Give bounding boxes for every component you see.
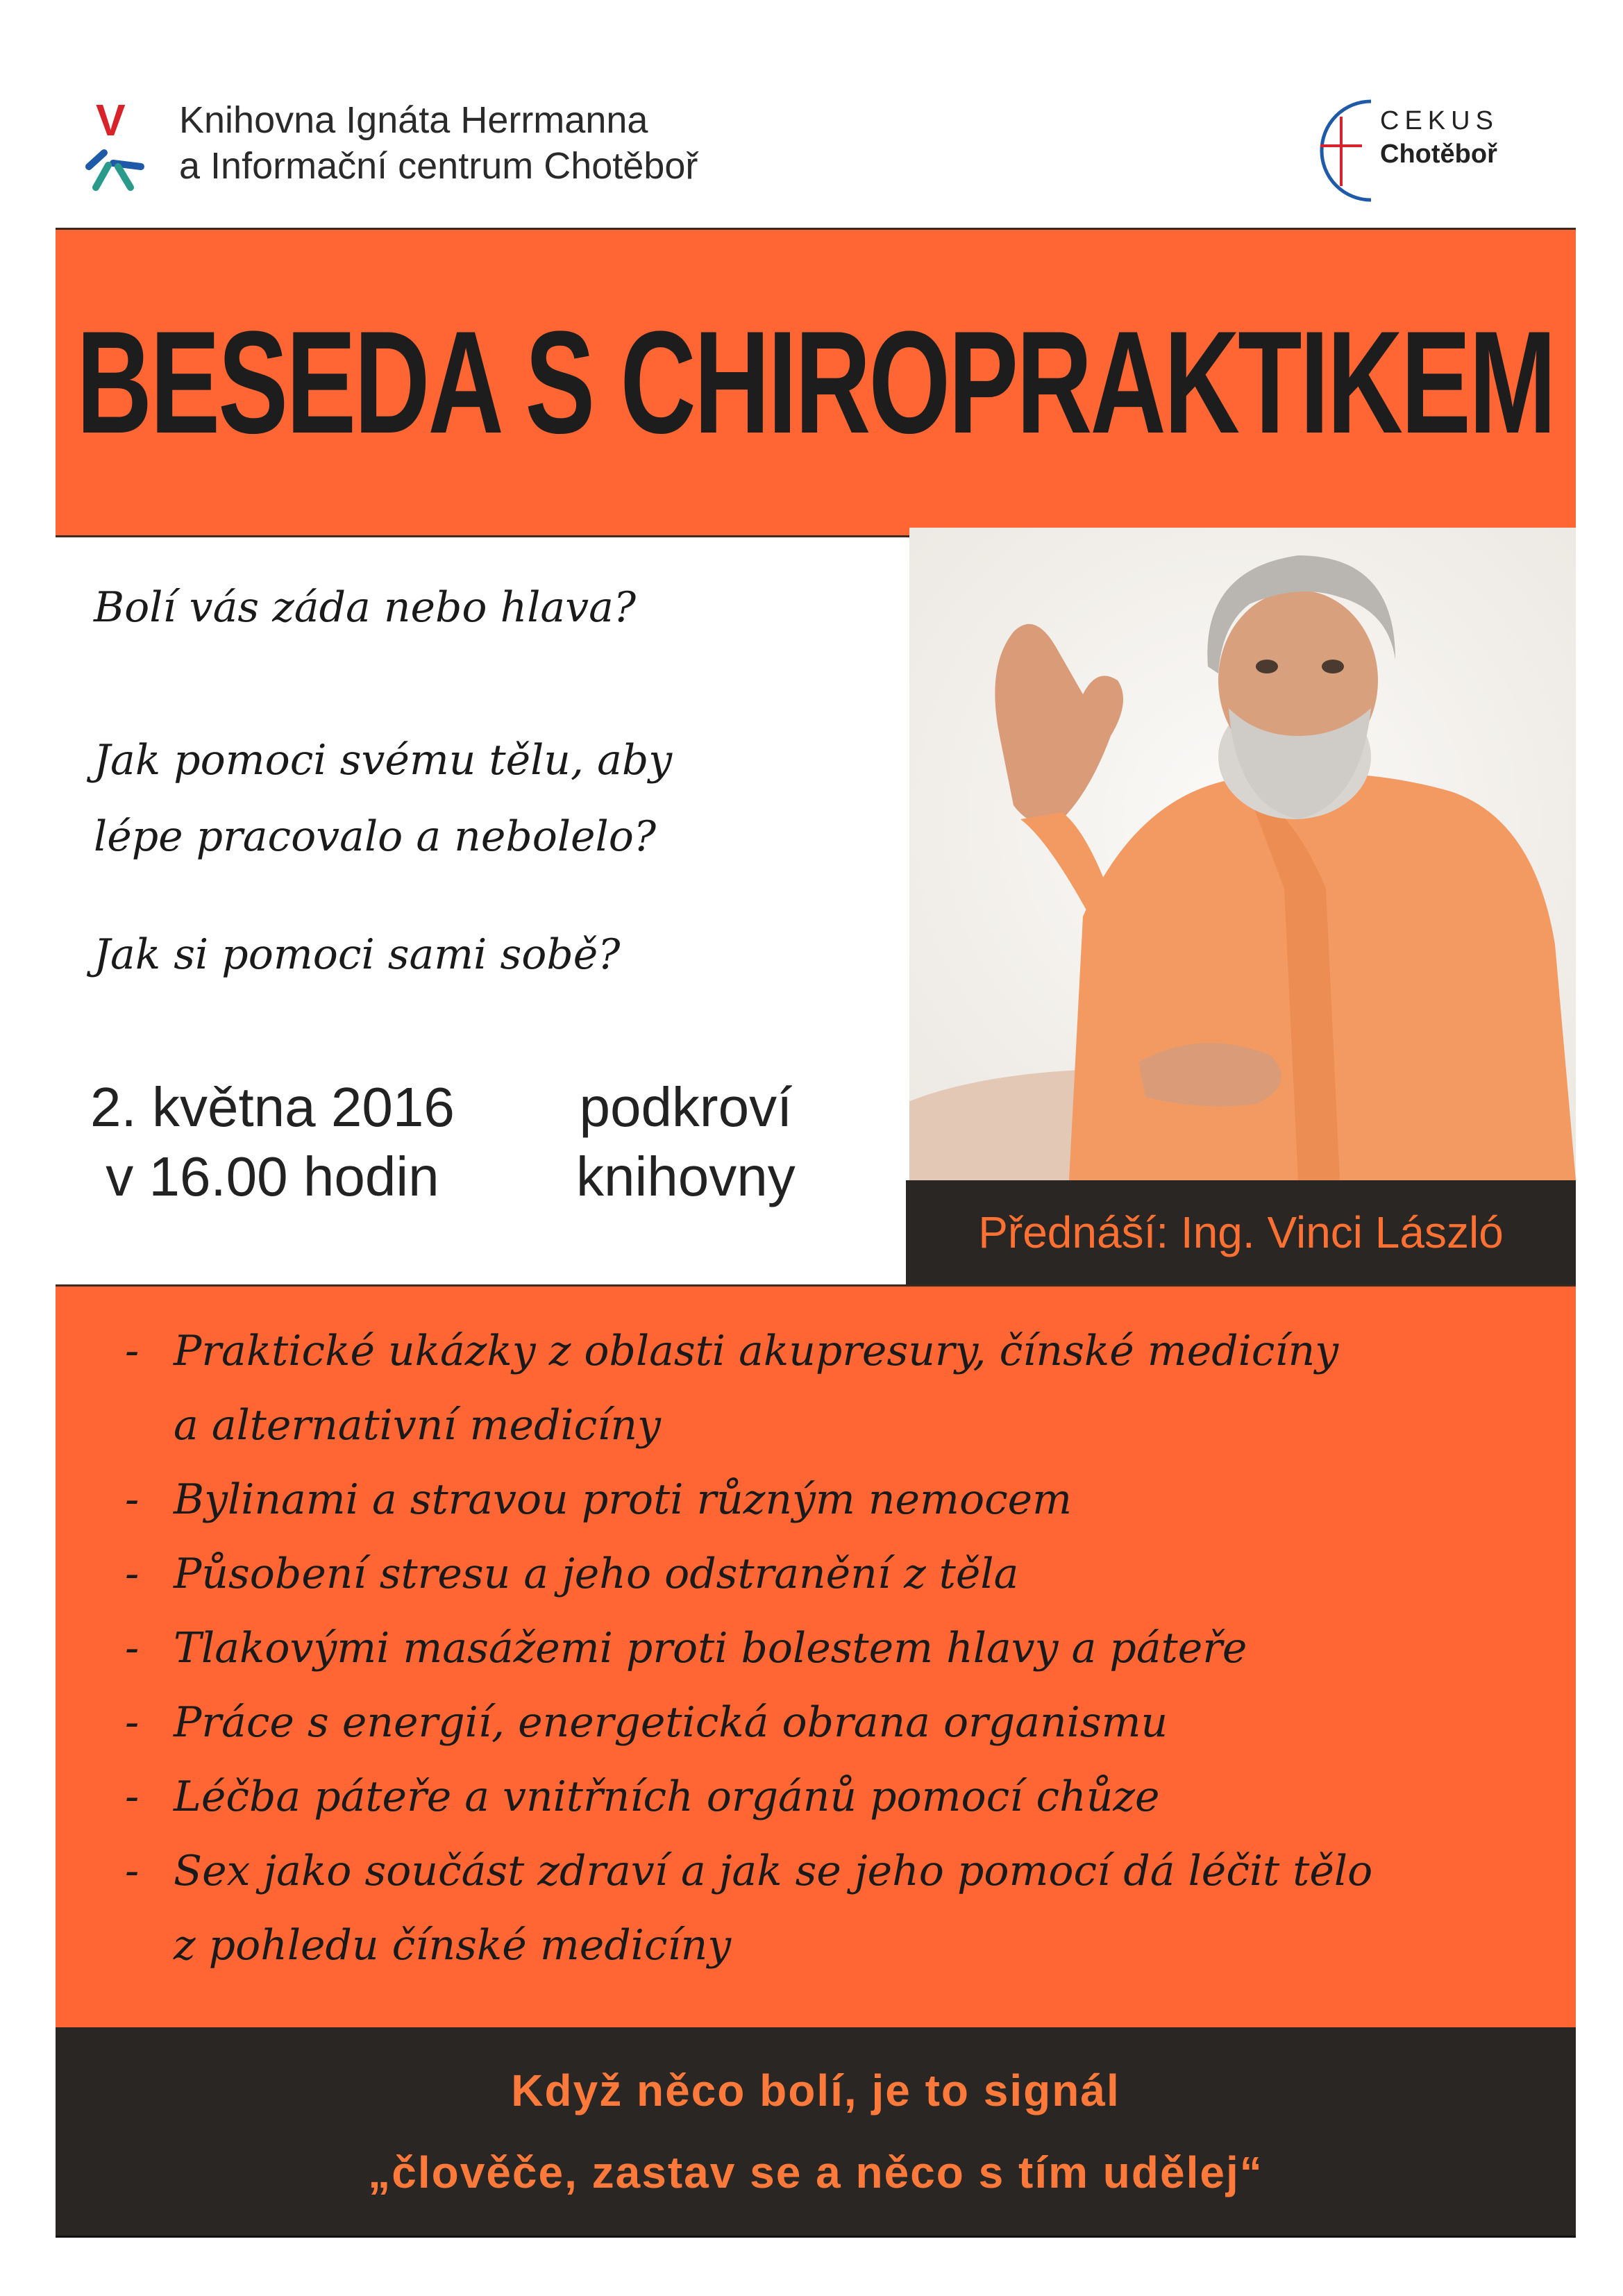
library-logo-letter: V [96,97,126,145]
event-place [576,1073,796,1212]
topic-dash: - [125,1698,140,1747]
library-name-line1: Knihovna Ignáta Herrmanna [179,99,648,141]
footer-line2: „člověče, zastav se a něco s tím udělej“ [368,2147,1263,2197]
speaker-name: Přednáší: Ing. Vinci László [978,1207,1504,1257]
topic-dash: - [125,1624,140,1673]
question-2 [94,722,672,875]
event-place-line1: podkroví [579,1076,793,1138]
topic-item [125,1834,1372,1983]
topic-item [125,1760,1372,1834]
question-3: Jak si pomoci sami sobě? [94,930,621,979]
library-logo [75,97,165,194]
topic-dash: - [125,1550,140,1598]
topic-text-cont: z pohledu čínské medicíny [174,1921,732,1970]
topic-item [125,1314,1372,1463]
footer-banner [56,2027,1576,2238]
cekus-line2: Chotěboř [1380,140,1497,169]
topic-item [125,1463,1372,1537]
topic-text: Působení stresu a jeho odstranění z těla [174,1550,1019,1598]
topic-dash: - [125,1773,140,1821]
topic-text-cont: a alternativní medicíny [174,1401,661,1450]
topic-dash: - [125,1327,140,1375]
event-place-line2: knihovny [576,1146,796,1207]
topic-text: Praktické ukázky z oblasti akupresury, čínské medicíny [174,1327,1339,1375]
event-date: 2. května 2016 [90,1076,455,1138]
topic-list [125,1314,1372,1983]
question-2-line2: lépe pracovalo a nebolelo? [94,812,657,861]
topics-panel [56,1284,1576,2029]
topic-dash: - [125,1475,140,1524]
topic-dash: - [125,1847,140,1895]
page-title: BESEDA S CHIROPRAKTIKEM [76,301,1555,464]
event-datetime [90,1073,455,1212]
topic-text: Léčba páteře a vnitřních orgánů pomocí chůze [174,1773,1160,1821]
library-name-line2: a Informační centrum Chotěboř [179,145,698,187]
speaker-bar [906,1180,1576,1284]
footer-line1: Když něco bolí, je to signál [511,2065,1120,2115]
question-2-line1: Jak pomoci svému tělu, aby [94,736,673,785]
topic-item [125,1611,1372,1686]
topic-item [125,1686,1372,1760]
topic-item [125,1537,1372,1611]
speaker-photo [909,528,1576,1180]
question-1: Bolí vás záda nebo hlava? [94,583,637,632]
title-band [56,228,1576,537]
topic-text: Sex jako součást zdraví a jak se jeho pomocí dá léčit tělo [174,1847,1373,1895]
topic-text: Bylinami a stravou proti různým nemocem [174,1475,1073,1524]
cekus-line1: CEKUS [1380,106,1499,135]
topic-text: Tlakovými masážemi proti bolestem hlavy a páteře [174,1624,1247,1673]
topic-text: Práce s energií, energetická obrana organismu [174,1698,1168,1747]
event-time: v 16.00 hodin [106,1146,439,1207]
cekus-name [1380,104,1499,171]
library-name [179,97,698,189]
